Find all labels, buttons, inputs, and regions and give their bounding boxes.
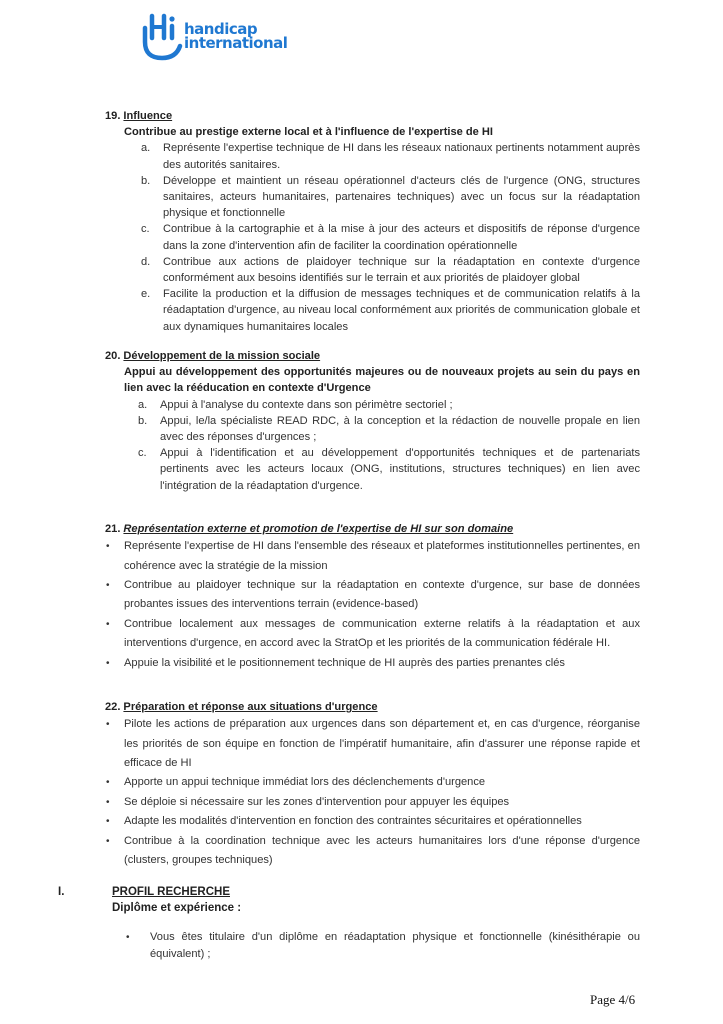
list-item xyxy=(105,397,640,413)
section-subtitle: Appui au développement des opportunités majeures ou de nouveaux projets au sein du pays en lien avec la rééducation en contexte d'Urgence xyxy=(124,366,640,395)
list-item xyxy=(105,793,640,812)
bullet-icon: • xyxy=(106,618,110,630)
section-heading: Préparation et réponse aux situations d'urgence xyxy=(123,701,378,713)
bullet-icon: • xyxy=(106,835,110,847)
bullet-icon: • xyxy=(126,932,130,943)
section-heading: Représentation externe et promotion de l'expertise de HI sur son domaine xyxy=(123,523,514,535)
list-item xyxy=(120,929,640,963)
bullet-icon: • xyxy=(106,719,110,731)
list-item-text: Appui, le/la spécialiste READ RDC, à la conception et la rédaction de nouvelle propale en lien avec des réponses d'urgences ; xyxy=(160,414,640,444)
handicap-international-logo xyxy=(140,8,310,62)
section-20-mission-sociale xyxy=(105,348,640,494)
list-marker: b. xyxy=(138,414,148,427)
list-item-text: Représente l'expertise technique de HI dans les réseaux nationaux pertinents notamment auprès des autorités sanitaires. xyxy=(163,142,640,171)
list-item-text: Représente l'expertise de HI dans l'ensemble des réseaux et plateformes institutionnelles pertinentes, en cohérence avec la stratégie de la mission xyxy=(124,540,640,572)
list-item xyxy=(105,140,640,172)
profile-subtitle: Diplôme et expérience : xyxy=(112,902,242,914)
section-heading: Développement de la mission sociale xyxy=(123,350,321,362)
list-item xyxy=(105,832,640,871)
hand-hi-logo-icon xyxy=(140,8,184,62)
section-19-influence xyxy=(105,108,640,335)
list-item xyxy=(105,173,640,222)
bullet-list xyxy=(105,537,640,673)
list-item xyxy=(105,812,640,831)
list-item-text: Appui à l'identification et au développement d'opportunités techniques et de partenariats pertinents avec les acteurs locaux (ONG, institutions, structures techniques) en lien avec l'intégration de la réadaptation d'urgence. xyxy=(160,447,640,492)
section-21-representation-externe xyxy=(105,521,640,673)
list-marker: a. xyxy=(141,142,151,155)
list-item-text: Contribue localement aux messages de communication externe relatifs à la réadaptation et aux interventions d'urgence, en accord avec la StratOp et les priorités de la communication fédérale HI. xyxy=(124,617,640,650)
section-title xyxy=(105,699,640,715)
list-item-text: Facilite la production et la diffusion de messages techniques et de communication relatifs à la réadaptation d'urgence, au niveau local conformément aux priorités de communication globale et aux dynamiques humanitaires locales xyxy=(163,288,640,333)
list-item-text: Adapte les modalités d'intervention en fonction des contraintes sécuritaires et opérationnelles xyxy=(124,815,582,828)
section-title xyxy=(105,108,640,124)
list-item xyxy=(105,286,640,335)
section-subtitle: Contribue au prestige externe local et à l'influence de l'expertise de HI xyxy=(124,126,494,139)
lettered-list xyxy=(105,140,640,334)
list-item-text: Pilote les actions de préparation aux urgences dans son département et, en cas d'urgence, réorganise les priorités de son équipe en fonction de l'impératif humanitaire, afin d'assurer une réponse rapide et efficace de HI xyxy=(124,718,640,770)
bullet-icon: • xyxy=(106,541,110,553)
list-item-text: Contribue à la coordination technique avec les acteurs humanitaires lors d'une réponse d'urgence (clusters, groupes techniques) xyxy=(124,834,640,867)
list-item xyxy=(105,254,640,286)
bullet-list xyxy=(105,715,640,870)
list-item-text: Appuie la visibilité et le positionnement technique de HI auprès des parties prenantes clés xyxy=(124,656,565,669)
section-22-preparation-urgence xyxy=(105,699,640,870)
list-item-text: Contribue aux actions de plaidoyer technique sur la réadaptation en contexte d'urgence conformément aux besoins identifiés sur le terrain et aux priorités de plaidoyer global xyxy=(163,255,640,285)
profile-section-numeral: I. xyxy=(58,886,65,898)
list-item-text: Se déploie si nécessaire sur les zones d'intervention pour appuyer les équipes xyxy=(124,795,510,808)
section-heading: Influence xyxy=(123,110,173,122)
list-marker: d. xyxy=(141,255,151,268)
logo-text-international: international xyxy=(184,34,288,52)
section-title xyxy=(105,348,640,364)
list-item xyxy=(105,773,640,792)
section-number: 22. xyxy=(105,701,121,713)
logo-text-handicap: handicap xyxy=(184,20,258,38)
bullet-icon: • xyxy=(106,580,110,592)
list-item-text: Contribue à la cartographie et à la mise à jour des acteurs et dispositifs de réponse d'urgence dans la zone d'intervention afin de faciliter la coordination opérationnelle xyxy=(163,223,640,252)
bullet-icon: • xyxy=(106,796,110,808)
list-item xyxy=(105,537,640,576)
list-item xyxy=(105,445,640,494)
list-item xyxy=(105,221,640,253)
section-title xyxy=(105,521,640,537)
list-marker: c. xyxy=(141,223,150,236)
section-number: 20. xyxy=(105,350,121,362)
list-item-text: Apporte un appui technique immédiat lors des déclenchements d'urgence xyxy=(124,776,486,789)
lettered-list xyxy=(105,397,640,494)
profile-bullet-list xyxy=(120,929,640,963)
list-item-text: Vous êtes titulaire d'un diplôme en réadaptation physique et fonctionnelle (kinésithérapie ou équivalent) ; xyxy=(150,931,640,960)
list-item xyxy=(105,413,640,445)
section-number: 19. xyxy=(105,110,121,122)
list-item xyxy=(105,615,640,654)
list-item-text: Contribue au plaidoyer technique sur la réadaptation en contexte d'urgence, sur base de données probantes issues des interventions terrain (evidence-based) xyxy=(124,579,640,611)
list-item-text: Développe et maintient un réseau opérationnel d'acteurs clés de l'urgence (ONG, structures sanitaires, acteurs humanitaires, partenaires techniques) avec un focus sur la réadaptation physique et fonctionnelle xyxy=(163,174,640,220)
bullet-icon: • xyxy=(106,777,110,789)
logo-wordmark xyxy=(184,22,287,50)
section-number: 21. xyxy=(105,523,121,535)
page-number: Page 4/6 xyxy=(590,992,636,1007)
bullet-icon: • xyxy=(106,657,110,669)
list-item xyxy=(105,654,640,673)
profile-section-title: PROFIL RECHERCHE xyxy=(112,886,230,898)
list-item xyxy=(105,715,640,773)
list-marker: b. xyxy=(141,174,151,187)
bullet-icon: • xyxy=(106,816,110,828)
list-marker: e. xyxy=(141,288,151,301)
list-item xyxy=(105,576,640,615)
list-marker: c. xyxy=(138,447,147,460)
list-item-text: Appui à l'analyse du contexte dans son périmètre sectoriel ; xyxy=(160,398,453,411)
list-marker: a. xyxy=(138,398,148,411)
